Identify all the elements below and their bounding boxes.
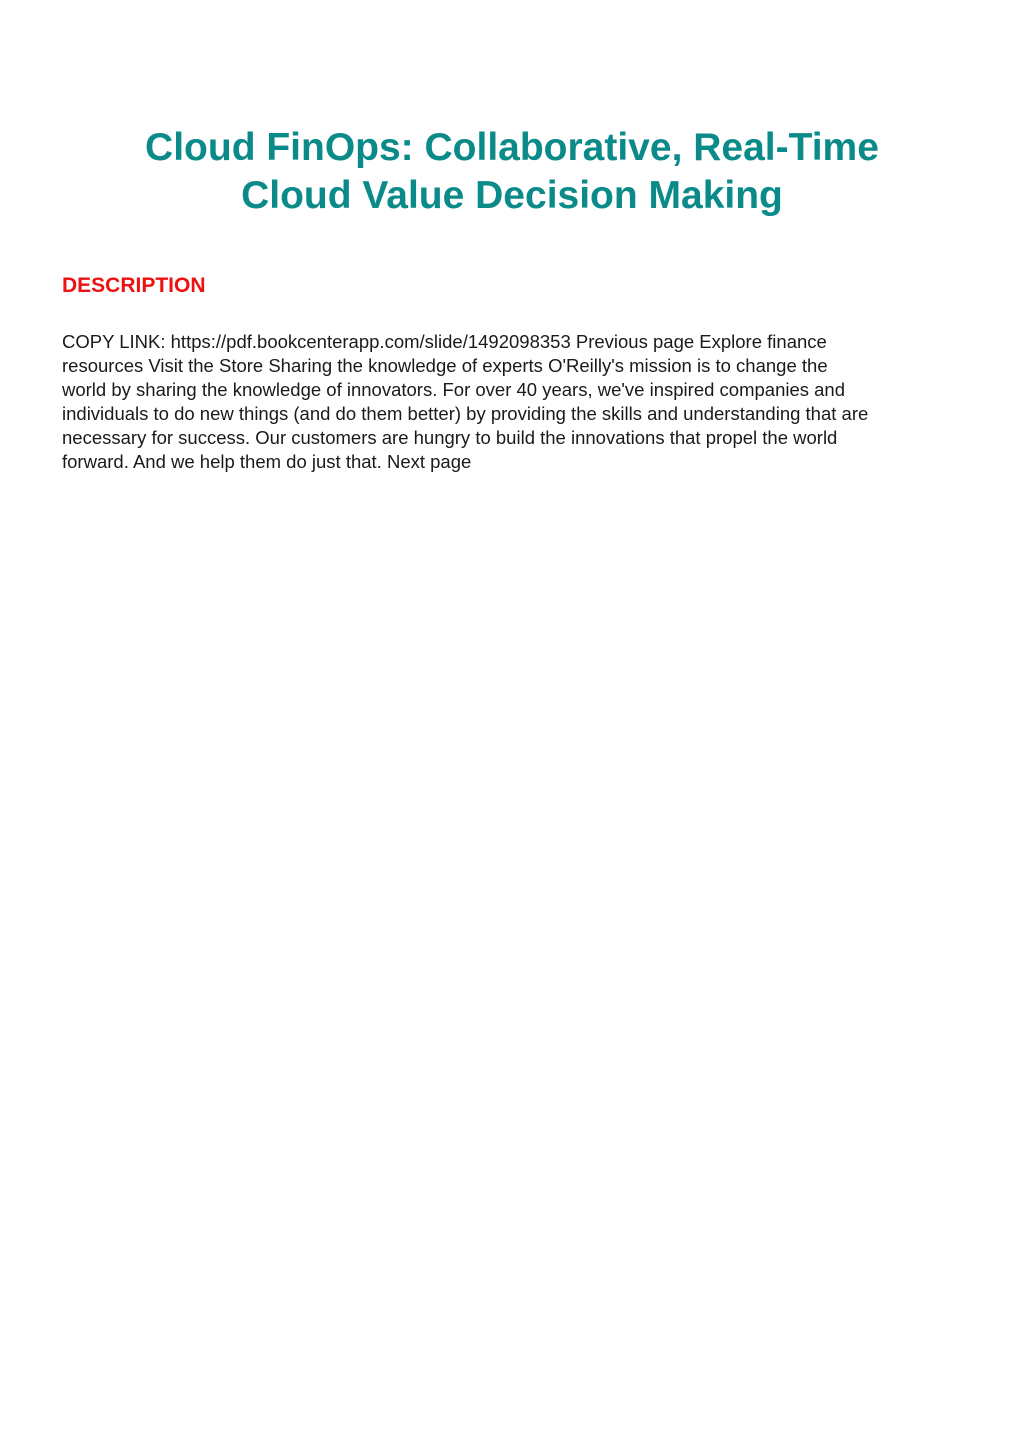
page-title [62,124,962,220]
title-line-1: Cloud FinOps: Collaborative, Real-Time [145,126,879,169]
description-line: resources Visit the Store Sharing the knowledge of experts O'Reilly's mission is to change the [62,355,828,376]
description-line: forward. And we help them do just that. Next page [62,451,472,472]
description-heading: DESCRIPTION [62,274,206,297]
description-text [62,330,972,474]
description-line: individuals to do new things (and do them better) by providing the skills and understanding that are [62,403,869,424]
description-line: necessary for success. Our customers are hungry to build the innovations that propel the world [62,427,838,448]
description-line: world by sharing the knowledge of innovators. For over 40 years, we've inspired companies and [62,379,846,400]
title-line-2: Cloud Value Decision Making [241,174,783,217]
description-line: COPY LINK: https://pdf.bookcenterapp.com/slide/1492098353 Previous page Explore finance [62,331,827,352]
